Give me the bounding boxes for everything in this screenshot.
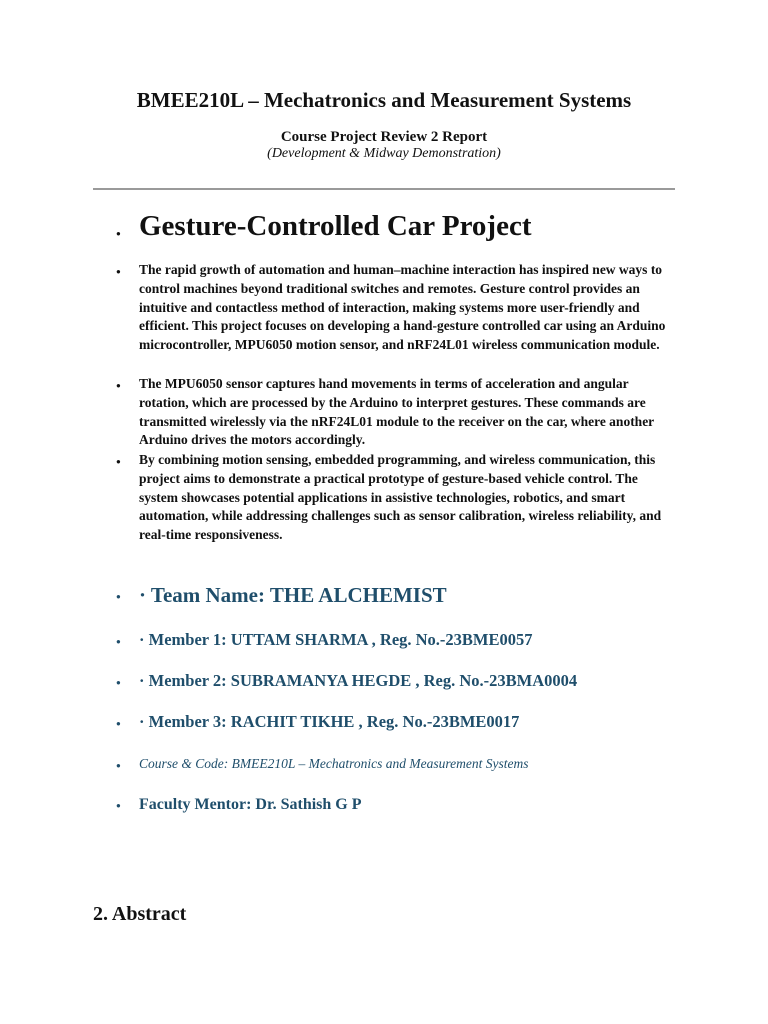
intro-paragraph-3: By combining motion sensing, embedded programming, and wireless communication, this project aims to demonstrate a practical prototype of gesture-based vehicle control. The system showcases potential applications in assistive technologies, robotics, and smart automation, while addressing challenges such as sensor calibration, wireless reliability, and real-time responsiveness. — [139, 452, 662, 543]
faculty-mentor: Faculty Mentor: Dr. Sathish G P — [139, 796, 362, 813]
member-1: · Member 1: UTTAM SHARMA , Reg. No.-23BME0057 — [139, 630, 533, 649]
bullet-icon: ● — [116, 761, 121, 770]
intro-paragraph-1: The rapid growth of automation and human–machine interaction has inspired new ways to control machines beyond traditional switches and remotes. Gesture control provides an intuitive and contactless method of interaction, making systems more user-friendly and efficient. This project focuses on developing a hand-gesture controlled car using an Arduino microcontroller, MPU6050 motion sensor, and nRF24L01 wireless communication module. — [139, 262, 666, 353]
abstract-heading: 2. Abstract — [93, 903, 187, 925]
bullet-icon: ● — [116, 637, 121, 646]
team-name: · Team Name: THE ALCHEMIST — [139, 583, 447, 607]
bullet-icon: ● — [116, 457, 121, 466]
bullet-icon: ● — [116, 592, 121, 601]
report-name: Course Project Review 2 Report — [280, 129, 488, 145]
bullet-icon: ● — [116, 801, 121, 810]
project-title: Gesture-Controlled Car Project — [139, 210, 532, 242]
report-note: (Development & Midway Demonstration) — [267, 146, 501, 161]
member-3: · Member 3: RACHIT TIKHE , Reg. No.-23BME0017 — [139, 712, 520, 731]
bullet-icon: ● — [116, 678, 121, 687]
intro-paragraph-2: The MPU6050 sensor captures hand movements in terms of acceleration and angular rotation, which are processed by the Arduino to interpret gestures. These commands are transmitted wirelessly via the nRF24L01 module to the receiver on the car, where another Arduino drives the motors accordingly. — [139, 376, 654, 448]
bullet-icon: ● — [116, 267, 121, 276]
member-2: · Member 2: SUBRAMANYA HEGDE , Reg. No.-23BMA0004 — [139, 671, 578, 690]
course-title: BMEE210L – Mechatronics and Measurement Systems — [136, 88, 632, 112]
bullet-icon: ● — [116, 229, 121, 238]
course-code: Course & Code: BMEE210L – Mechatronics and Measurement Systems — [139, 756, 529, 771]
horizontal-rule — [93, 188, 675, 190]
bullet-icon: ● — [116, 381, 121, 390]
bullet-icon: ● — [116, 719, 121, 728]
